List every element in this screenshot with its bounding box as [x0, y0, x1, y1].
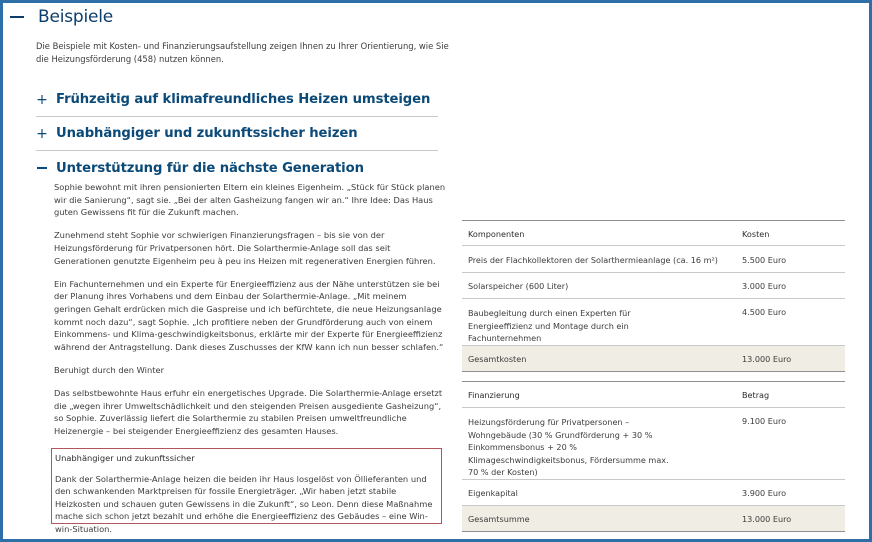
table-cell: 13.000 Euro [742, 353, 792, 364]
table-cell: Baubegleitung durch einen Experten für Energieeffizienz und Montage durch ein Fachunternehmen [468, 308, 631, 343]
table-cell: Solarspeicher (600 Liter) [468, 281, 569, 291]
section-title: Beispiele [38, 7, 114, 27]
table-cell: 3.000 Euro [742, 281, 787, 291]
column-header: Finanzierung [468, 390, 520, 400]
story-paragraph: Sophie bewohnt mit ihren pensionierten Eltern ein kleines Eigenheim. „Stück für Stück planen wir die Sanierung“, sagt sie. „Bei der alten Gasheizung fangen wir an.“ Ihre Idee: Das Haus guten Gewissens fit für die Zukunft machen. [54, 182, 446, 218]
finance-table [462, 381, 845, 532]
table-row [462, 408, 845, 480]
highlight-text: Dank der Solarthermie-Anlage heizen die beiden ihr Haus losgelöst von Öllieferanten und den schwankenden Marktpreisen für fossile Energieträger. „Wir haben jetzt stabile Heizkosten und schauen guten Gewissens in die Zukunft“, so Leon. Denn diese Maßnahme mache sich schon jetzt bezahlt und erhöhe die Energieeffizienz des Gebäudes – eine Win-win-Situation. [55, 473, 433, 534]
accordion-item-unabhaengiger[interactable] [36, 117, 438, 151]
plus-icon: + [36, 91, 48, 108]
table-row [462, 273, 845, 299]
accordion-item-label: Unabhängiger und zukunftssicher heizen [56, 126, 358, 141]
table-cell: Gesamtkosten [468, 353, 527, 364]
table-cell: Heizungsförderung für Privatpersonen – Wohngebäude (30 % Grundförderung + 30 % Einkommensbonus + 20 % Klimageschwindigkeitsbonus, Fördersumme max. 70 % der Kosten) [468, 417, 669, 477]
table-cell: Preis der Flachkollektoren der Solarthermieanlage (ca. 16 m²) [468, 255, 718, 265]
table-cell: 3.900 Euro [742, 487, 787, 498]
table-cell: 4.500 Euro [742, 307, 787, 317]
total-row [462, 505, 845, 531]
table-row [462, 479, 845, 505]
story-content [54, 181, 446, 448]
plus-icon: + [36, 125, 48, 142]
story-paragraph: Ein Fachunternehmen und ein Experte für Energieeffizienz aus der Nähe unterstützen sie bei der Planung ihres Vorhabens und dem Einbau der Solarthermie-Anlage. „Mit meinem geringen Gehalt erdrücken mich die Gaspreise und ich befürchtete, die neue Heizungsanlage kommt noch dazu“, sagt Sophie. „Ich profitiere neben der Grundförderung auch von einem Einkommens- und Klima-geschwindigkeitsbonus, erklärte mir der Experte für Energieeffizienz während der Antragstellung. Dank dieses Zuschusses der KfW kann ich nun besser schlafen.“ [54, 278, 444, 352]
column-header: Komponenten [468, 229, 525, 239]
minus-icon[interactable] [10, 16, 24, 18]
accordion-item-label: Unterstützung für die nächste Generation [56, 160, 364, 176]
section-intro: Die Beispiele mit Kosten- und Finanzierungsaufstellung zeigen Ihnen zu Ihrer Orientierung, wie Sie die Heizungsförderung (458) nutzen können. [36, 41, 449, 64]
accordion-item-unterstuetzung[interactable] [36, 151, 438, 185]
table-cell: Eigenkapital [468, 487, 518, 498]
column-header: Kosten [742, 229, 770, 239]
table-cell: 13.000 Euro [742, 513, 792, 524]
table-row [462, 246, 845, 273]
column-header: Betrag [742, 390, 770, 400]
accordion-item-label: Frühzeitig auf klimafreundliches Heizen umsteigen [56, 92, 431, 107]
highlight-heading: Unabhängiger und zukunftssicher [55, 453, 195, 463]
table-row [462, 299, 845, 346]
accordion-item-fruehzeitig[interactable] [36, 83, 438, 117]
accordion [36, 83, 438, 185]
minus-icon [37, 167, 47, 169]
total-row [462, 345, 845, 371]
table-cell: 9.100 Euro [742, 416, 787, 426]
story-paragraph: Zunehmend steht Sophie vor schwierigen Finanzierungsfragen – bis sie von der Heizungsförderung für Privatpersonen hört. Die Solarthermie-Anlage soll das seit Generationen genutzte Eigenheim peu à peu ins Heizen mit regenerativen Energien führen. [54, 230, 436, 266]
highlight-box [51, 448, 442, 534]
story-paragraph: Das selbstbewohnte Haus erfuhr ein energetisches Upgrade. Die Solarthermie-Anlage ersetzt die „wegen ihrer Umweltschädlichkeit und den steigenden Preisen ausgediente Gasheizung“, so Sophie. Zuverlässig liefert die Solarthermie zu stabilen Preisen umweltfreundliche Heizenergie – bei steigender Energieeffizienz des gesamten Hauses. [54, 388, 443, 436]
costs-table [462, 220, 845, 372]
table-cell: 5.500 Euro [742, 255, 787, 265]
story-subheading: Beruhigt durch den Winter [54, 364, 165, 375]
table-cell: Gesamtsumme [468, 513, 530, 524]
section-header-beispiele[interactable] [10, 4, 113, 30]
